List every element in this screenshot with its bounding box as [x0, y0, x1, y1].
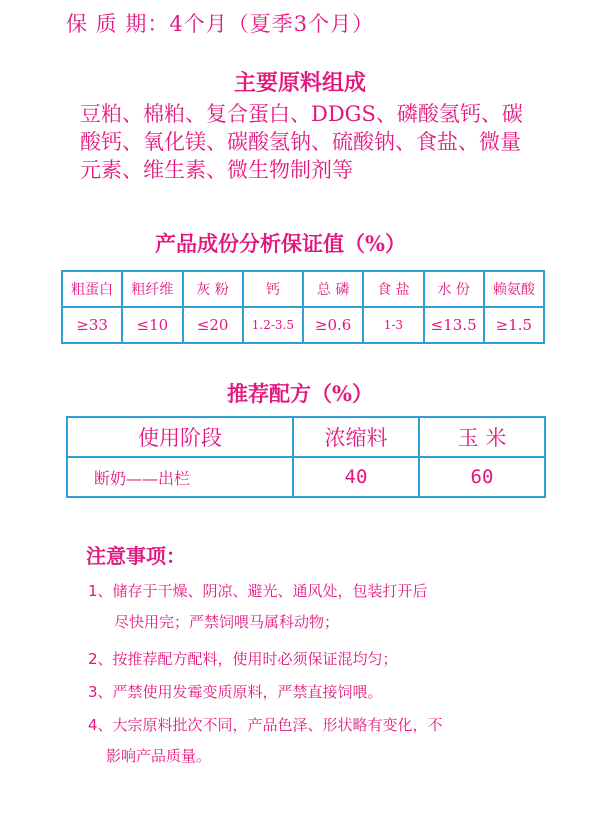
header-crude-protein: 粗蛋白 [62, 271, 122, 307]
value-total-phosphorus: ≥0.6 [303, 307, 363, 343]
value-calcium: 1.2-3.5 [243, 307, 303, 343]
formula-header-row [67, 417, 545, 457]
formula-title: 推荐配方（%） [227, 381, 373, 406]
note-line-3: 3、严禁使用发霉变质原料，严禁直接饲喂。 [88, 683, 383, 701]
header-lysine: 赖氨酸 [484, 271, 544, 307]
value-lysine: ≥1.5 [484, 307, 544, 343]
header-crude-fiber: 粗纤维 [122, 271, 182, 307]
header-salt: 食 盐 [363, 271, 423, 307]
ingredients-text: 豆粕、棉粕、复合蛋白、DDGS、磷酸氢钙、碳酸钙、氧化镁、碳酸氢钠、硫酸钠、食盐、微量元素、维生素、微生物制剂等 [80, 102, 523, 182]
analysis-value-row [62, 307, 544, 343]
concentrate-value: 40 [293, 457, 419, 497]
analysis-table [61, 270, 545, 344]
formula-table [66, 416, 546, 498]
formula-value-row [67, 457, 545, 497]
value-crude-protein: ≥33 [62, 307, 122, 343]
header-ash: 灰 粉 [183, 271, 243, 307]
note-line-4: 4、大宗原料批次不同，产品色泽、形状略有变化，不 [88, 716, 443, 734]
ingredients-title: 主要原料组成 [233, 70, 366, 96]
analysis-title: 产品成份分析保证值（%） [155, 231, 406, 256]
stage-value: 断奶——出栏 [67, 457, 293, 497]
header-concentrate: 浓缩料 [293, 417, 419, 457]
header-moisture: 水 份 [424, 271, 484, 307]
header-calcium: 钙 [243, 271, 303, 307]
header-total-phosphorus: 总 磷 [303, 271, 363, 307]
analysis-header-row [62, 271, 544, 307]
value-crude-fiber: ≤10 [122, 307, 182, 343]
value-ash: ≤20 [183, 307, 243, 343]
note-line-4-cont: 影响产品质量。 [106, 747, 212, 765]
value-moisture: ≤13.5 [424, 307, 484, 343]
note-line-1: 1、储存于干燥、阴凉、避光、通风处，包装打开后 [88, 582, 428, 600]
note-line-1-cont: 尽快用完；严禁饲喂马属科动物； [114, 613, 340, 631]
value-salt: 1-3 [363, 307, 423, 343]
header-corn: 玉 米 [419, 417, 545, 457]
shelf-life: 保 质 期：4个月（夏季3个月） [66, 12, 375, 36]
note-line-2: 2、按推荐配方配料，使用时必须保证混均匀； [88, 650, 398, 668]
corn-value: 60 [419, 457, 545, 497]
header-stage: 使用阶段 [67, 417, 293, 457]
notes-title: 注意事项： [86, 544, 186, 568]
